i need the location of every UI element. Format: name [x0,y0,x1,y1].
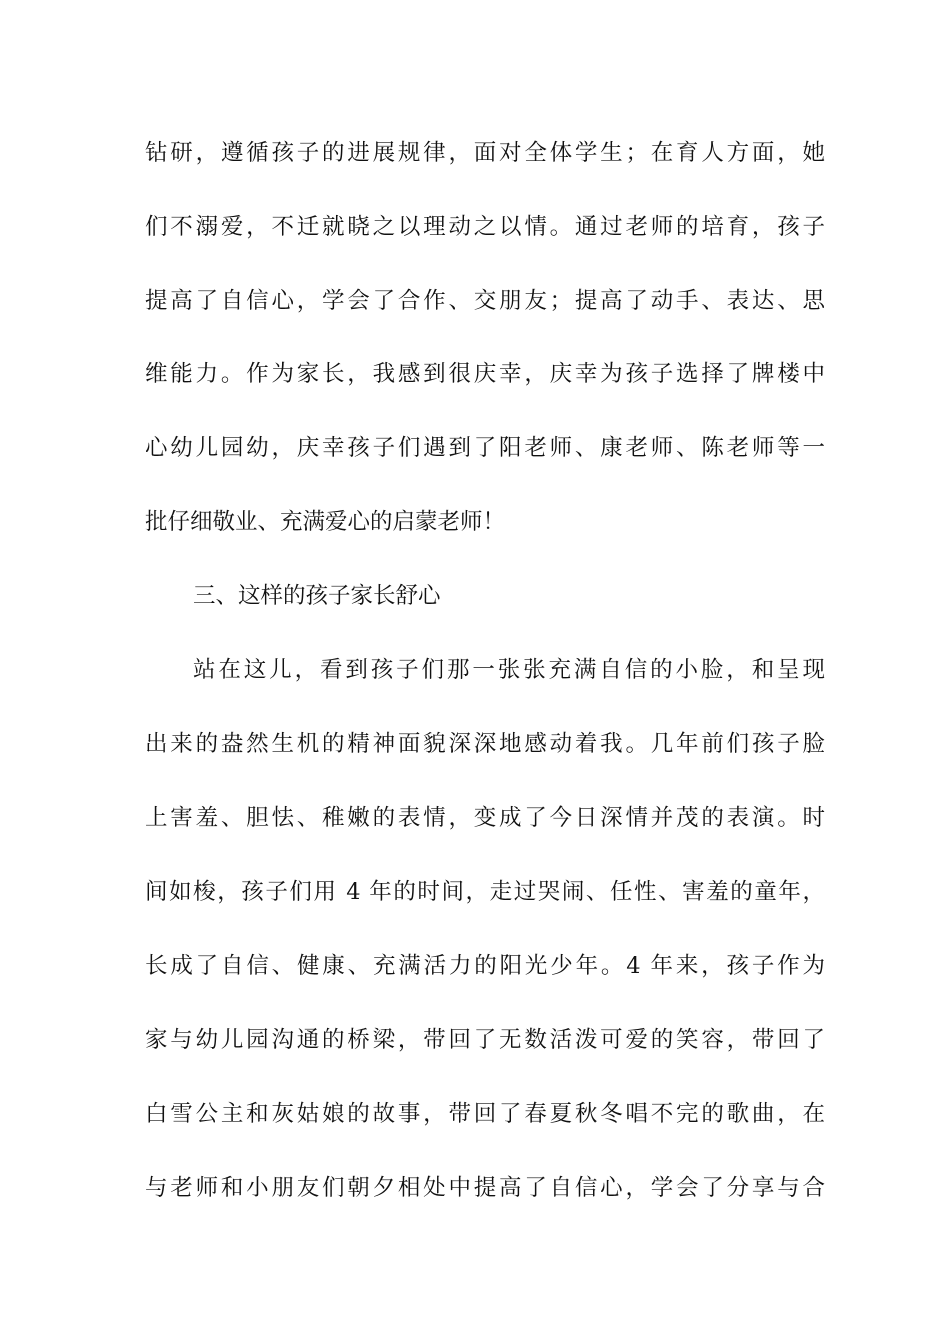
paragraph-line: 钻研，遵循孩子的进展规律，面对全体学生；在育人方面，她 [145,140,825,166]
section-heading: 三、这样的孩子家长舒心 [193,583,441,609]
paragraph-line: 家与幼儿园沟通的桥梁，带回了无数活泼可爱的笑容，带回了 [145,1027,825,1053]
paragraph-line: 长成了自信、健康、充满活力的阳光少年。4 年来，孩子作为 [145,953,825,979]
paragraph-line: 站在这儿，看到孩子们那一张张充满自信的小脸，和呈现 [193,657,825,683]
paragraph-line: 批仔细敬业、充满爱心的启蒙老师！ [145,509,506,535]
paragraph-line: 维能力。作为家长，我感到很庆幸，庆幸为孩子选择了牌楼中 [145,361,825,387]
paragraph-line: 与老师和小朋友们朝夕相处中提高了自信心，学会了分享与合 [145,1175,825,1201]
paragraph-line: 上害羞、胆怯、稚嫩的表情，变成了今日深情并茂的表演。时 [145,805,825,831]
paragraph-line: 白雪公主和灰姑娘的故事，带回了春夏秋冬唱不完的歌曲，在 [145,1101,825,1127]
paragraph-line: 们不溺爱，不迁就晓之以理动之以情。通过老师的培育，孩子 [145,214,825,240]
paragraph-line: 心幼儿园幼，庆幸孩子们遇到了阳老师、康老师、陈老师等一 [145,435,825,461]
paragraph-line: 出来的盎然生机的精神面貌深深地感动着我。几年前们孩子脸 [145,731,825,757]
paragraph-line: 间如梭，孩子们用 4 年的时间，走过哭闹、任性、害羞的童年， [145,879,825,905]
paragraph-line: 提高了自信心，学会了合作、交朋友；提高了动手、表达、思 [145,288,825,314]
